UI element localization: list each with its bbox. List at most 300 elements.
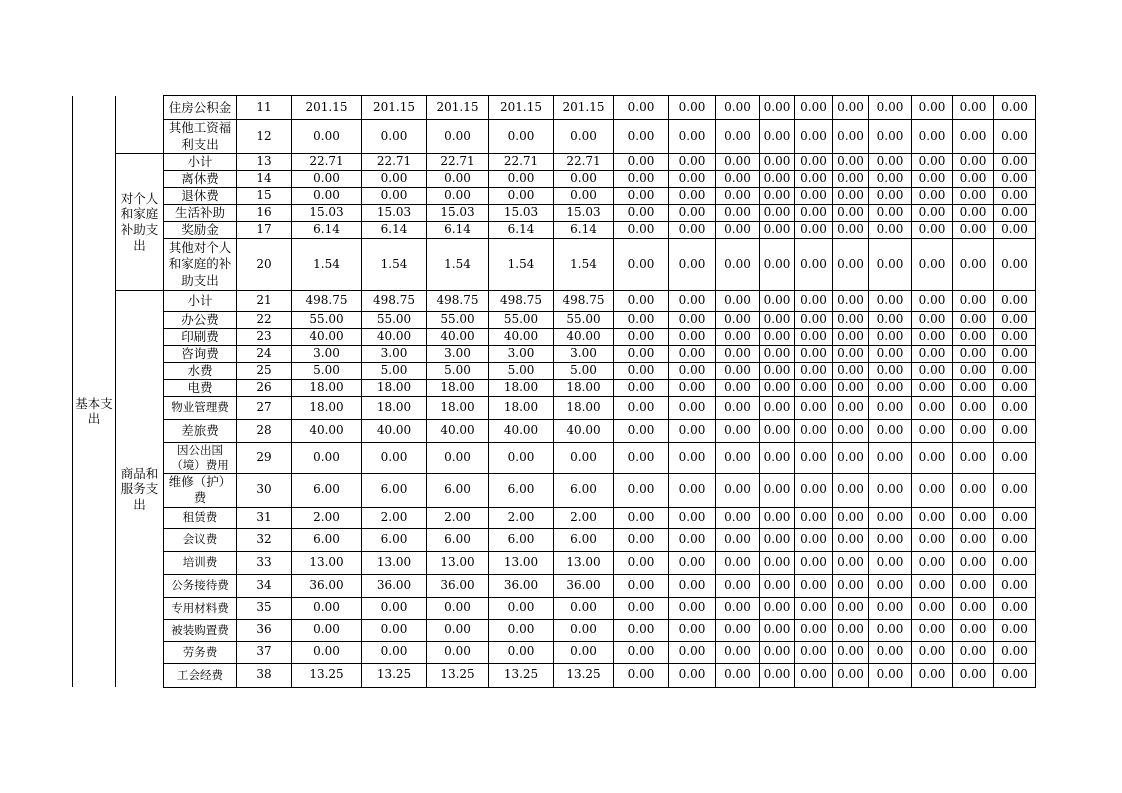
amount-cell: 0.00 (716, 312, 760, 329)
amount-cell: 0.00 (912, 473, 953, 507)
row-item-label: 其他对个人和家庭的补助支出 (164, 239, 237, 291)
table-row (73, 397, 1036, 420)
amount-cell: 0.00 (994, 473, 1036, 507)
amount-cell: 0.00 (760, 363, 795, 380)
amount-cell: 0.00 (716, 420, 760, 443)
amount-cell: 0.00 (994, 346, 1036, 363)
row-number: 33 (237, 551, 292, 574)
amount-cell: 0.00 (953, 363, 994, 380)
amount-cell: 0.00 (833, 528, 869, 551)
amount-cell: 0.00 (869, 188, 912, 205)
amount-cell: 36.00 (489, 574, 554, 597)
amount-cell: 0.00 (716, 346, 760, 363)
amount-cell: 0.00 (760, 397, 795, 420)
amount-cell: 0.00 (869, 239, 912, 291)
amount-cell: 0.00 (489, 171, 554, 188)
amount-cell: 0.00 (760, 443, 795, 474)
amount-cell: 0.00 (869, 574, 912, 597)
row-number: 20 (237, 239, 292, 291)
row-number: 34 (237, 574, 292, 597)
amount-cell: 0.00 (669, 528, 716, 551)
amount-cell: 0.00 (869, 291, 912, 312)
amount-cell: 0.00 (716, 574, 760, 597)
amount-cell: 0.00 (760, 171, 795, 188)
amount-cell: 0.00 (716, 329, 760, 346)
amount-cell: 0.00 (716, 663, 760, 687)
amount-cell: 18.00 (489, 397, 554, 420)
amount-cell: 0.00 (760, 222, 795, 239)
amount-cell: 0.00 (614, 188, 669, 205)
amount-cell: 3.00 (292, 346, 362, 363)
amount-cell: 0.00 (869, 473, 912, 507)
amount-cell: 0.00 (912, 239, 953, 291)
amount-cell: 0.00 (994, 420, 1036, 443)
amount-cell: 0.00 (760, 312, 795, 329)
amount-cell: 40.00 (427, 329, 489, 346)
amount-cell: 201.15 (362, 96, 427, 120)
amount-cell: 0.00 (953, 551, 994, 574)
amount-cell: 0.00 (669, 473, 716, 507)
amount-cell: 0.00 (994, 188, 1036, 205)
table-row (73, 329, 1036, 346)
amount-cell: 0.00 (554, 443, 614, 474)
amount-cell: 0.00 (716, 222, 760, 239)
amount-cell: 18.00 (554, 380, 614, 397)
amount-cell: 0.00 (795, 346, 833, 363)
amount-cell: 0.00 (760, 346, 795, 363)
table-row (73, 443, 1036, 474)
amount-cell: 1.54 (427, 239, 489, 291)
amount-cell: 0.00 (953, 120, 994, 154)
amount-cell: 0.00 (953, 188, 994, 205)
amount-cell: 0.00 (669, 96, 716, 120)
amount-cell: 40.00 (489, 420, 554, 443)
amount-cell: 0.00 (953, 222, 994, 239)
amount-cell: 6.00 (554, 473, 614, 507)
amount-cell: 5.00 (489, 363, 554, 380)
row-number: 31 (237, 507, 292, 528)
amount-cell: 0.00 (912, 346, 953, 363)
amount-cell: 0.00 (953, 473, 994, 507)
amount-cell: 13.00 (427, 551, 489, 574)
amount-cell: 0.00 (554, 619, 614, 641)
row-item-label: 公务接待费 (164, 574, 237, 597)
amount-cell: 40.00 (554, 420, 614, 443)
amount-cell: 0.00 (912, 551, 953, 574)
row-number: 38 (237, 663, 292, 687)
row-number: 25 (237, 363, 292, 380)
amount-cell: 0.00 (716, 239, 760, 291)
amount-cell: 0.00 (669, 619, 716, 641)
amount-cell: 0.00 (489, 120, 554, 154)
amount-cell: 6.00 (427, 528, 489, 551)
amount-cell: 0.00 (912, 363, 953, 380)
amount-cell: 0.00 (760, 507, 795, 528)
amount-cell: 0.00 (669, 312, 716, 329)
amount-cell: 6.14 (292, 222, 362, 239)
amount-cell: 15.03 (554, 205, 614, 222)
amount-cell: 1.54 (554, 239, 614, 291)
amount-cell: 2.00 (362, 507, 427, 528)
table-row (73, 574, 1036, 597)
amount-cell: 0.00 (953, 239, 994, 291)
amount-cell: 201.15 (292, 96, 362, 120)
amount-cell: 1.54 (489, 239, 554, 291)
amount-cell: 0.00 (716, 507, 760, 528)
amount-cell: 0.00 (760, 597, 795, 619)
amount-cell: 0.00 (912, 420, 953, 443)
row-item-label: 差旅费 (164, 420, 237, 443)
amount-cell: 40.00 (292, 420, 362, 443)
amount-cell: 201.15 (554, 96, 614, 120)
amount-cell: 0.00 (760, 641, 795, 663)
amount-cell: 0.00 (994, 443, 1036, 474)
amount-cell: 498.75 (292, 291, 362, 312)
amount-cell: 0.00 (427, 641, 489, 663)
row-item-label: 离休费 (164, 171, 237, 188)
row-number: 12 (237, 120, 292, 154)
amount-cell: 0.00 (669, 154, 716, 171)
row-number: 21 (237, 291, 292, 312)
amount-cell: 6.00 (362, 473, 427, 507)
amount-cell: 0.00 (869, 312, 912, 329)
row-item-label: 租赁费 (164, 507, 237, 528)
amount-cell: 0.00 (489, 641, 554, 663)
amount-cell: 0.00 (953, 443, 994, 474)
amount-cell: 0.00 (795, 380, 833, 397)
table-row (73, 96, 1036, 120)
amount-cell: 0.00 (669, 239, 716, 291)
amount-cell: 0.00 (833, 641, 869, 663)
budget-table (72, 95, 1036, 688)
amount-cell: 1.54 (362, 239, 427, 291)
amount-cell: 0.00 (716, 443, 760, 474)
amount-cell: 0.00 (953, 96, 994, 120)
amount-cell: 0.00 (953, 397, 994, 420)
amount-cell: 18.00 (292, 380, 362, 397)
table-row (73, 205, 1036, 222)
amount-cell: 0.00 (833, 239, 869, 291)
amount-cell: 0.00 (994, 397, 1036, 420)
amount-cell: 0.00 (614, 551, 669, 574)
table-row (73, 188, 1036, 205)
amount-cell: 22.71 (554, 154, 614, 171)
amount-cell: 13.25 (554, 663, 614, 687)
amount-cell: 0.00 (716, 96, 760, 120)
amount-cell: 36.00 (362, 574, 427, 597)
amount-cell: 0.00 (912, 312, 953, 329)
amount-cell: 0.00 (669, 188, 716, 205)
amount-cell: 0.00 (994, 597, 1036, 619)
amount-cell: 0.00 (669, 641, 716, 663)
row-item-label: 工会经费 (164, 663, 237, 687)
amount-cell: 0.00 (489, 188, 554, 205)
amount-cell: 0.00 (869, 96, 912, 120)
amount-cell: 5.00 (292, 363, 362, 380)
amount-cell: 0.00 (833, 420, 869, 443)
amount-cell: 0.00 (994, 120, 1036, 154)
amount-cell: 5.00 (362, 363, 427, 380)
amount-cell: 0.00 (760, 120, 795, 154)
amount-cell: 0.00 (716, 473, 760, 507)
amount-cell: 0.00 (614, 641, 669, 663)
amount-cell: 0.00 (760, 205, 795, 222)
amount-cell: 6.00 (362, 528, 427, 551)
amount-cell: 0.00 (869, 329, 912, 346)
amount-cell: 0.00 (795, 641, 833, 663)
amount-cell: 36.00 (292, 574, 362, 597)
amount-cell: 0.00 (795, 239, 833, 291)
amount-cell: 40.00 (362, 420, 427, 443)
row-item-label: 退休费 (164, 188, 237, 205)
amount-cell: 13.25 (292, 663, 362, 687)
row-item-label: 生活补助 (164, 205, 237, 222)
amount-cell: 0.00 (994, 641, 1036, 663)
amount-cell: 0.00 (795, 507, 833, 528)
amount-cell: 0.00 (362, 120, 427, 154)
amount-cell: 0.00 (292, 641, 362, 663)
amount-cell: 0.00 (912, 597, 953, 619)
amount-cell: 0.00 (614, 96, 669, 120)
table-row (73, 663, 1036, 687)
amount-cell: 0.00 (489, 597, 554, 619)
amount-cell: 0.00 (953, 619, 994, 641)
amount-cell: 0.00 (869, 420, 912, 443)
amount-cell: 0.00 (760, 188, 795, 205)
amount-cell: 498.75 (489, 291, 554, 312)
amount-cell: 6.00 (489, 528, 554, 551)
amount-cell: 0.00 (912, 641, 953, 663)
amount-cell: 0.00 (760, 239, 795, 291)
row-number: 14 (237, 171, 292, 188)
amount-cell: 0.00 (912, 380, 953, 397)
amount-cell: 36.00 (427, 574, 489, 597)
amount-cell: 3.00 (554, 346, 614, 363)
amount-cell: 0.00 (716, 597, 760, 619)
amount-cell: 0.00 (716, 171, 760, 188)
amount-cell: 0.00 (912, 154, 953, 171)
table-row (73, 528, 1036, 551)
amount-cell: 18.00 (292, 397, 362, 420)
amount-cell: 0.00 (833, 574, 869, 597)
amount-cell: 0.00 (795, 154, 833, 171)
amount-cell: 0.00 (614, 120, 669, 154)
amount-cell: 0.00 (795, 473, 833, 507)
table-row (73, 619, 1036, 641)
table-row (73, 222, 1036, 239)
amount-cell: 40.00 (554, 329, 614, 346)
amount-cell: 0.00 (994, 291, 1036, 312)
amount-cell: 0.00 (833, 346, 869, 363)
amount-cell: 40.00 (489, 329, 554, 346)
amount-cell: 18.00 (427, 397, 489, 420)
amount-cell: 0.00 (953, 312, 994, 329)
group-salary-welfare (116, 96, 164, 154)
amount-cell: 0.00 (953, 528, 994, 551)
amount-cell: 0.00 (614, 507, 669, 528)
amount-cell: 0.00 (614, 443, 669, 474)
amount-cell: 0.00 (994, 171, 1036, 188)
table-row (73, 507, 1036, 528)
amount-cell: 0.00 (833, 397, 869, 420)
amount-cell: 0.00 (292, 597, 362, 619)
amount-cell: 0.00 (760, 551, 795, 574)
amount-cell: 0.00 (869, 507, 912, 528)
amount-cell: 55.00 (362, 312, 427, 329)
table-row (73, 291, 1036, 312)
amount-cell: 0.00 (795, 291, 833, 312)
amount-cell: 0.00 (716, 120, 760, 154)
amount-cell: 0.00 (614, 473, 669, 507)
amount-cell: 0.00 (994, 154, 1036, 171)
amount-cell: 13.00 (362, 551, 427, 574)
amount-cell: 0.00 (554, 641, 614, 663)
amount-cell: 0.00 (669, 329, 716, 346)
amount-cell: 0.00 (292, 171, 362, 188)
amount-cell: 0.00 (795, 574, 833, 597)
table-row (73, 551, 1036, 574)
amount-cell: 0.00 (912, 329, 953, 346)
amount-cell: 0.00 (953, 641, 994, 663)
amount-cell: 0.00 (669, 507, 716, 528)
amount-cell: 0.00 (795, 363, 833, 380)
row-item-label: 会议费 (164, 528, 237, 551)
amount-cell: 0.00 (760, 154, 795, 171)
amount-cell: 5.00 (427, 363, 489, 380)
amount-cell: 55.00 (292, 312, 362, 329)
amount-cell: 0.00 (614, 154, 669, 171)
row-number: 29 (237, 443, 292, 474)
amount-cell: 0.00 (869, 380, 912, 397)
amount-cell: 40.00 (362, 329, 427, 346)
amount-cell: 0.00 (554, 171, 614, 188)
amount-cell: 0.00 (614, 239, 669, 291)
amount-cell: 0.00 (362, 443, 427, 474)
amount-cell: 15.03 (489, 205, 554, 222)
amount-cell: 0.00 (795, 420, 833, 443)
amount-cell: 13.00 (292, 551, 362, 574)
amount-cell: 0.00 (614, 619, 669, 641)
amount-cell: 0.00 (953, 205, 994, 222)
amount-cell: 0.00 (614, 171, 669, 188)
amount-cell: 0.00 (994, 528, 1036, 551)
amount-cell: 0.00 (614, 205, 669, 222)
table-row (73, 312, 1036, 329)
amount-cell: 0.00 (833, 551, 869, 574)
amount-cell: 0.00 (614, 528, 669, 551)
amount-cell: 0.00 (953, 171, 994, 188)
amount-cell: 6.00 (292, 473, 362, 507)
amount-cell: 6.14 (427, 222, 489, 239)
amount-cell: 0.00 (669, 574, 716, 597)
amount-cell: 18.00 (362, 397, 427, 420)
amount-cell: 0.00 (833, 188, 869, 205)
amount-cell: 2.00 (427, 507, 489, 528)
amount-cell: 0.00 (833, 363, 869, 380)
amount-cell: 0.00 (669, 222, 716, 239)
amount-cell: 0.00 (833, 619, 869, 641)
amount-cell: 55.00 (554, 312, 614, 329)
amount-cell: 0.00 (912, 120, 953, 154)
amount-cell: 0.00 (669, 291, 716, 312)
table-row (73, 171, 1036, 188)
amount-cell: 0.00 (833, 312, 869, 329)
amount-cell: 0.00 (427, 597, 489, 619)
amount-cell: 3.00 (489, 346, 554, 363)
amount-cell: 0.00 (362, 641, 427, 663)
amount-cell: 0.00 (953, 507, 994, 528)
amount-cell: 0.00 (833, 597, 869, 619)
amount-cell: 0.00 (869, 597, 912, 619)
amount-cell: 0.00 (614, 380, 669, 397)
amount-cell: 0.00 (614, 363, 669, 380)
amount-cell: 0.00 (362, 188, 427, 205)
row-number: 13 (237, 154, 292, 171)
row-item-label: 小计 (164, 154, 237, 171)
amount-cell: 0.00 (833, 120, 869, 154)
amount-cell: 36.00 (554, 574, 614, 597)
amount-cell: 0.00 (614, 420, 669, 443)
amount-cell: 0.00 (795, 329, 833, 346)
amount-cell: 0.00 (953, 663, 994, 687)
amount-cell: 0.00 (795, 619, 833, 641)
amount-cell: 55.00 (489, 312, 554, 329)
amount-cell: 0.00 (795, 597, 833, 619)
amount-cell: 0.00 (292, 443, 362, 474)
amount-cell: 40.00 (292, 329, 362, 346)
amount-cell: 6.00 (489, 473, 554, 507)
row-number: 26 (237, 380, 292, 397)
group-basic-expense: 基本支出 (73, 96, 116, 688)
amount-cell: 0.00 (994, 239, 1036, 291)
amount-cell: 2.00 (554, 507, 614, 528)
table-row (73, 473, 1036, 507)
amount-cell: 15.03 (292, 205, 362, 222)
amount-cell: 0.00 (614, 329, 669, 346)
amount-cell: 0.00 (912, 188, 953, 205)
amount-cell: 0.00 (833, 380, 869, 397)
amount-cell: 0.00 (833, 291, 869, 312)
row-number: 23 (237, 329, 292, 346)
amount-cell: 0.00 (554, 597, 614, 619)
amount-cell: 0.00 (869, 619, 912, 641)
amount-cell: 22.71 (292, 154, 362, 171)
amount-cell: 0.00 (669, 363, 716, 380)
row-item-label: 维修（护）费 (164, 473, 237, 507)
amount-cell: 0.00 (833, 443, 869, 474)
amount-cell: 0.00 (292, 120, 362, 154)
amount-cell: 0.00 (912, 528, 953, 551)
amount-cell: 6.00 (427, 473, 489, 507)
amount-cell: 0.00 (833, 663, 869, 687)
amount-cell: 0.00 (795, 663, 833, 687)
row-item-label: 其他工资福利支出 (164, 120, 237, 154)
amount-cell: 0.00 (427, 188, 489, 205)
amount-cell: 22.71 (427, 154, 489, 171)
amount-cell: 0.00 (994, 507, 1036, 528)
amount-cell: 5.00 (554, 363, 614, 380)
row-item-label: 水费 (164, 363, 237, 380)
amount-cell: 15.03 (427, 205, 489, 222)
amount-cell: 0.00 (869, 205, 912, 222)
amount-cell: 0.00 (869, 120, 912, 154)
amount-cell: 0.00 (833, 205, 869, 222)
amount-cell: 0.00 (953, 154, 994, 171)
table-row (73, 120, 1036, 154)
amount-cell: 0.00 (362, 171, 427, 188)
table-row (73, 154, 1036, 171)
row-item-label: 物业管理费 (164, 397, 237, 420)
